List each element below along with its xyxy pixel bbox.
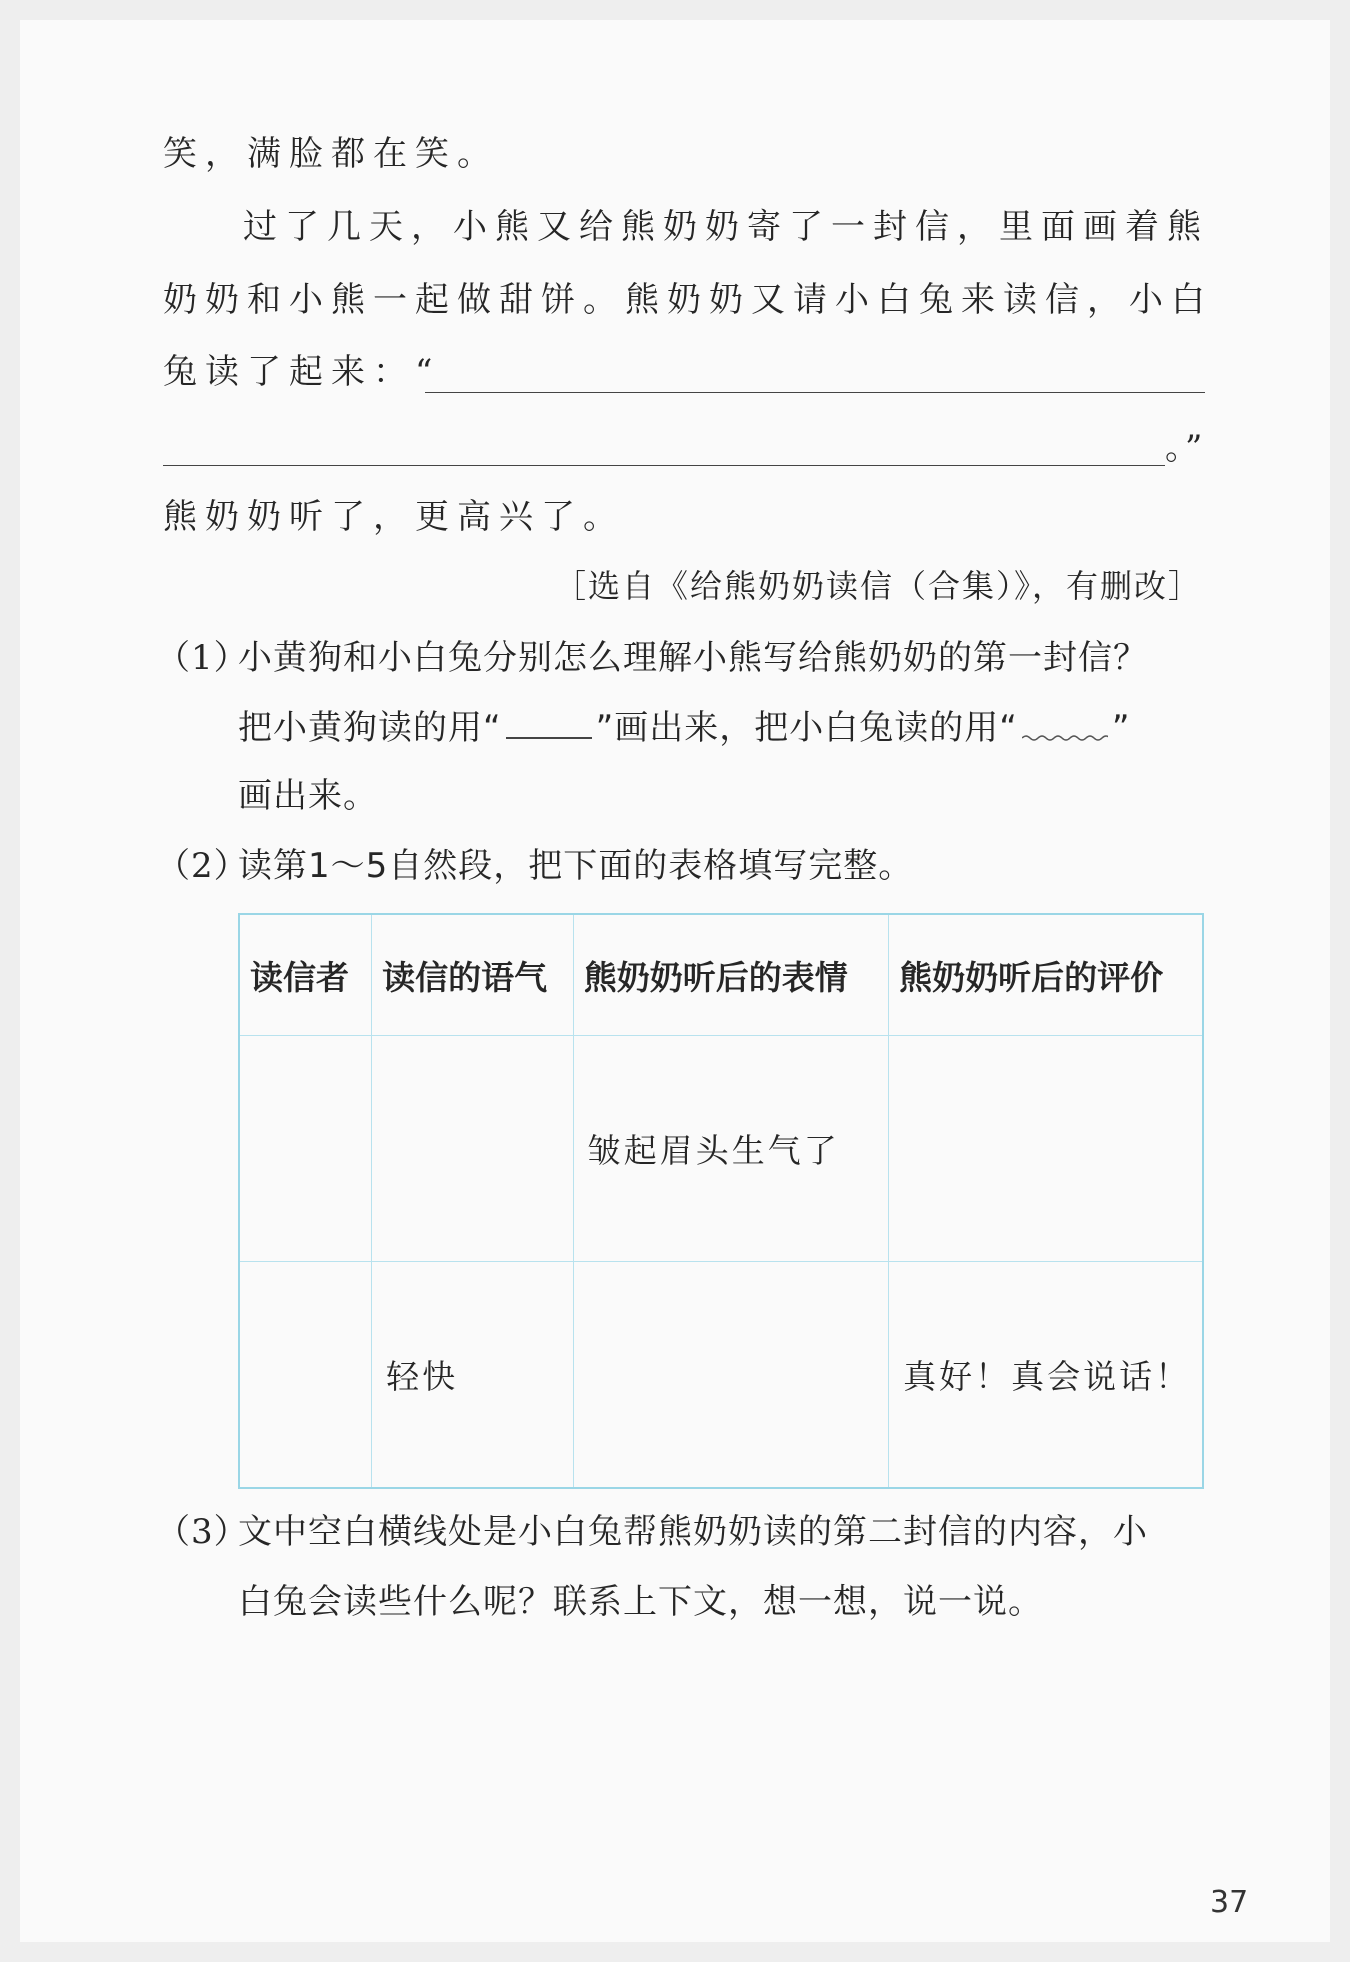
table-cell-blank[interactable] bbox=[372, 1036, 574, 1262]
answer-blank-line[interactable] bbox=[425, 392, 1205, 393]
story-line: 过了几天，小熊又给熊奶奶寄了一封信，里面画着熊 bbox=[243, 207, 1209, 247]
wavy-underline-sample bbox=[1022, 711, 1108, 739]
table-cell-blank[interactable] bbox=[573, 1262, 888, 1489]
table-cell-blank[interactable] bbox=[239, 1262, 372, 1489]
question-text: 读第1～5自然段，把下面的表格填写完整。 bbox=[238, 846, 914, 886]
question-text: 文中空白横线处是小白兔帮熊奶奶读的第二封信的内容，小 bbox=[238, 1512, 1148, 1552]
question-text-part: ”画出来，把小白兔读的用“ bbox=[595, 708, 1018, 748]
question-text bbox=[238, 708, 1130, 748]
closing-quote: 。” bbox=[1165, 428, 1206, 468]
table-cell-blank[interactable] bbox=[239, 1036, 372, 1262]
straight-underline-sample bbox=[506, 709, 592, 739]
story-line: 奶奶和小熊一起做甜饼。熊奶奶又请小白兔来读信，小白 bbox=[163, 280, 1213, 320]
table-cell-blank[interactable] bbox=[889, 1036, 1203, 1262]
answer-table bbox=[238, 913, 1204, 1489]
source-citation: ［选自《给熊奶奶读信（合集）》，有删改］ bbox=[553, 567, 1202, 605]
story-line: 兔读了起来：“ bbox=[163, 352, 441, 392]
story-line: 熊奶奶听了，更高兴了。 bbox=[163, 497, 625, 537]
table-cell: 皱起眉头生气了 bbox=[573, 1036, 888, 1262]
table-cell: 真好！真会说话！ bbox=[889, 1262, 1203, 1489]
table-row bbox=[239, 1262, 1203, 1489]
story-line: 笑，满脸都在笑。 bbox=[163, 134, 499, 174]
question-text: 小黄狗和小白兔分别怎么理解小熊写给熊奶奶的第一封信？ bbox=[238, 638, 1148, 678]
question-number: （3） bbox=[156, 1512, 249, 1552]
question-number: （1） bbox=[156, 638, 249, 678]
question-number: （2） bbox=[156, 846, 249, 886]
question-text: 白兔会读些什么呢？联系上下文，想一想，说一说。 bbox=[238, 1582, 1043, 1622]
table-header-tone: 读信的语气 bbox=[372, 914, 574, 1036]
answer-blank-line[interactable] bbox=[163, 465, 1165, 466]
table-cell: 轻快 bbox=[372, 1262, 574, 1489]
table-header-evaluation: 熊奶奶听后的评价 bbox=[889, 914, 1203, 1036]
table-header-expression: 熊奶奶听后的表情 bbox=[573, 914, 888, 1036]
question-text-part: 把小黄狗读的用“ bbox=[238, 708, 502, 748]
page-number: 37 bbox=[1210, 1885, 1249, 1920]
question-text: 画出来。 bbox=[238, 776, 378, 816]
question-text-part: ” bbox=[1111, 708, 1131, 748]
table-row bbox=[239, 1036, 1203, 1262]
table-header-reader: 读信者 bbox=[239, 914, 372, 1036]
